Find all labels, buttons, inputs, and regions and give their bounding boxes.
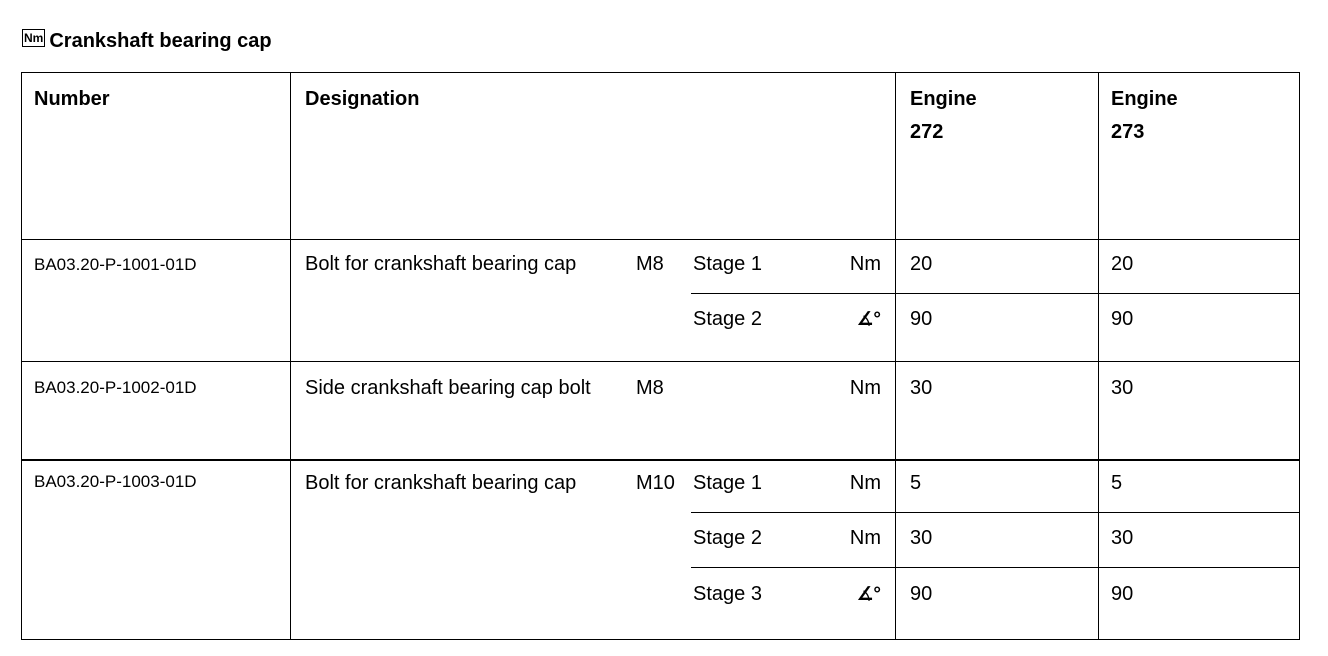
part-number: BA03.20-P-1003-01D [34,472,197,491]
designation: Side crankshaft bearing cap bolt [305,377,591,399]
unit-nm: Nm [849,253,881,275]
value-272: 5 [910,472,922,494]
thread-size: M8 [636,253,664,275]
unit-nm: Nm [849,472,881,494]
designation: Bolt for crankshaft bearing cap [305,253,577,275]
value-272: 30 [910,377,933,399]
row-divider [691,512,1299,513]
column-divider [1098,73,1099,639]
value-273: 30 [1111,527,1134,549]
title-text: Crankshaft bearing cap [49,29,272,52]
header-designation: Designation [305,88,420,110]
stage-label: Stage 2 [693,308,762,330]
unit-nm: Nm [849,377,881,399]
angle-icon: ∡° [856,309,881,330]
stage-label: Stage 2 [693,527,762,549]
header-engine-273-label: Engine [1111,88,1178,110]
stage-label: Stage 3 [693,583,762,605]
thread-size: M10 [636,472,675,494]
header-engine-273-value: 273 [1111,121,1145,143]
thread-size: M8 [636,377,664,399]
row-divider [22,239,1299,240]
part-number: BA03.20-P-1001-01D [34,255,197,274]
designation: Bolt for crankshaft bearing cap [305,472,577,494]
page-title [22,28,272,54]
value-272: 90 [910,583,933,605]
row-divider [691,293,1299,294]
header-engine-272-label: Engine [910,88,977,110]
row-divider [691,567,1299,568]
value-273: 90 [1111,583,1134,605]
header-number: Number [34,88,110,110]
unit-nm: Nm [849,527,881,549]
value-273: 20 [1111,253,1134,275]
value-273: 30 [1111,377,1134,399]
part-number: BA03.20-P-1002-01D [34,378,197,397]
value-272: 20 [910,253,933,275]
row-divider [22,459,1299,461]
row-divider [22,361,1299,362]
header-engine-272-value: 272 [910,121,944,143]
torque-icon: Nm [24,31,44,45]
stage-label: Stage 1 [693,253,762,275]
column-divider [290,73,291,639]
column-divider [895,73,896,639]
value-272: 90 [910,308,933,330]
value-273: 90 [1111,308,1134,330]
value-272: 30 [910,527,933,549]
value-273: 5 [1111,472,1123,494]
stage-label: Stage 1 [693,472,762,494]
angle-icon: ∡° [856,584,881,605]
torque-table [21,72,1300,640]
